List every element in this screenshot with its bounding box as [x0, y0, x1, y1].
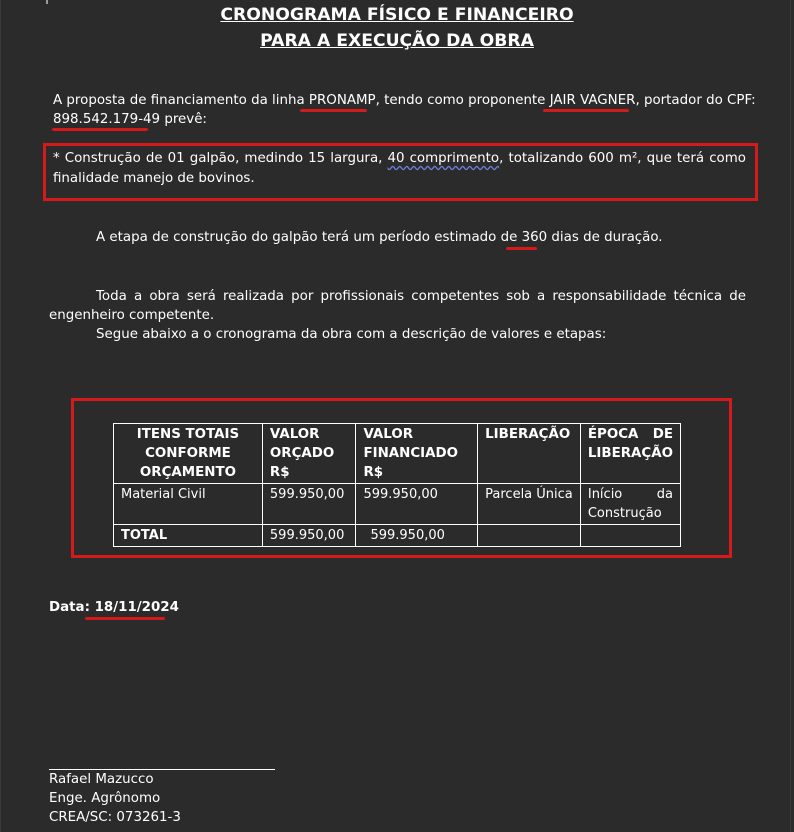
header-orcado: VALOR ORÇADO R$: [262, 424, 356, 484]
cell-item: Material Civil: [114, 484, 263, 525]
intro-proponente: JAIR VAGNER: [549, 93, 636, 108]
header-epoca: ÉPOCA DE LIBERAÇÃO: [580, 424, 680, 484]
cell-orcado: 599.950,00: [262, 484, 356, 525]
table-header-row: [114, 424, 681, 484]
signature-line: [49, 769, 275, 770]
paragraph-line3: Segue abaixo a o cronograma da obra com a descrição de valores e etapas:: [96, 327, 607, 342]
header-liberacao: LIBERAÇÃO: [478, 424, 581, 484]
intro-cpf: 898.542.179-49: [53, 112, 161, 127]
cell-epoca: Início da Construção: [580, 484, 680, 525]
intro-text-3: , portador do CPF:: [635, 93, 756, 108]
red-underline-pronamp: [300, 109, 367, 112]
date-value: 18/11/2024: [94, 600, 179, 615]
intro-text-1: A proposta de financiamento da linha: [53, 93, 309, 108]
table-total-row: [114, 525, 681, 547]
construction-text-1: * Construção de 01 galpão, medindo 15 largura,: [53, 151, 388, 166]
duration-suffix: dias de duração.: [547, 230, 663, 245]
cell-financiado: 599.950,00: [356, 484, 478, 525]
red-underline-days: [506, 247, 537, 250]
document-title-line2: PARA A EXECUÇÃO DA OBRA: [260, 31, 534, 51]
intro-line1: [53, 93, 756, 108]
header-financiado: VALOR FINANCIADO R$: [356, 424, 478, 484]
date-label: Data:: [49, 600, 95, 615]
cell-total-label: TOTAL: [114, 525, 263, 547]
page-corner-mark: [46, 0, 48, 4]
cell-total-epoca: [580, 525, 680, 547]
duration-line: [96, 230, 663, 245]
document-title-line1: CRONOGRAMA FÍSICO E FINANCEIRO: [220, 5, 574, 25]
date-line: [49, 600, 179, 615]
signature-role: Enge. Agrônomo: [49, 791, 161, 806]
red-underline-date: [85, 617, 165, 620]
intro-line2: [53, 112, 207, 127]
red-underline-cpf: [52, 128, 148, 131]
construction-line2: finalidade manejo de bovinos.: [53, 171, 255, 186]
intro-text-4: prevê:: [160, 112, 207, 127]
intro-text-2: , tendo como proponente: [375, 93, 550, 108]
table-row: [114, 484, 681, 525]
cell-liberacao: Parcela Única: [478, 484, 581, 525]
page-edge-right: [790, 0, 791, 832]
construction-line1: [53, 151, 746, 166]
cell-total-liberacao: [478, 525, 581, 547]
duration-days: 360: [521, 230, 548, 245]
cronograma-table: [113, 423, 681, 547]
paragraph-line2: engenheiro competente.: [49, 308, 215, 323]
cell-total-financiado: 599.950,00: [356, 525, 478, 547]
construction-text-2: , totalizando 600 m², que terá como: [499, 151, 746, 166]
page-edge-left: [0, 0, 1, 832]
construction-comprimento: 40 comprimento: [387, 151, 500, 166]
signature-registry: CREA/SC: 073261-3: [49, 810, 181, 825]
signature-name: Rafael Mazucco: [49, 772, 154, 787]
duration-prefix: A etapa de construção do galpão terá um período estimado de: [96, 230, 522, 245]
cell-total-orcado: 599.950,00: [262, 525, 356, 547]
paragraph-line1: Toda a obra será realizada por profissionais competentes sob a responsabilidade técnica de: [96, 289, 746, 304]
header-itens: ITENS TOTAIS CONFORME ORÇAMENTO: [114, 424, 263, 484]
intro-linha: PRONAMP: [308, 93, 376, 108]
red-underline-proponente: [543, 109, 629, 112]
